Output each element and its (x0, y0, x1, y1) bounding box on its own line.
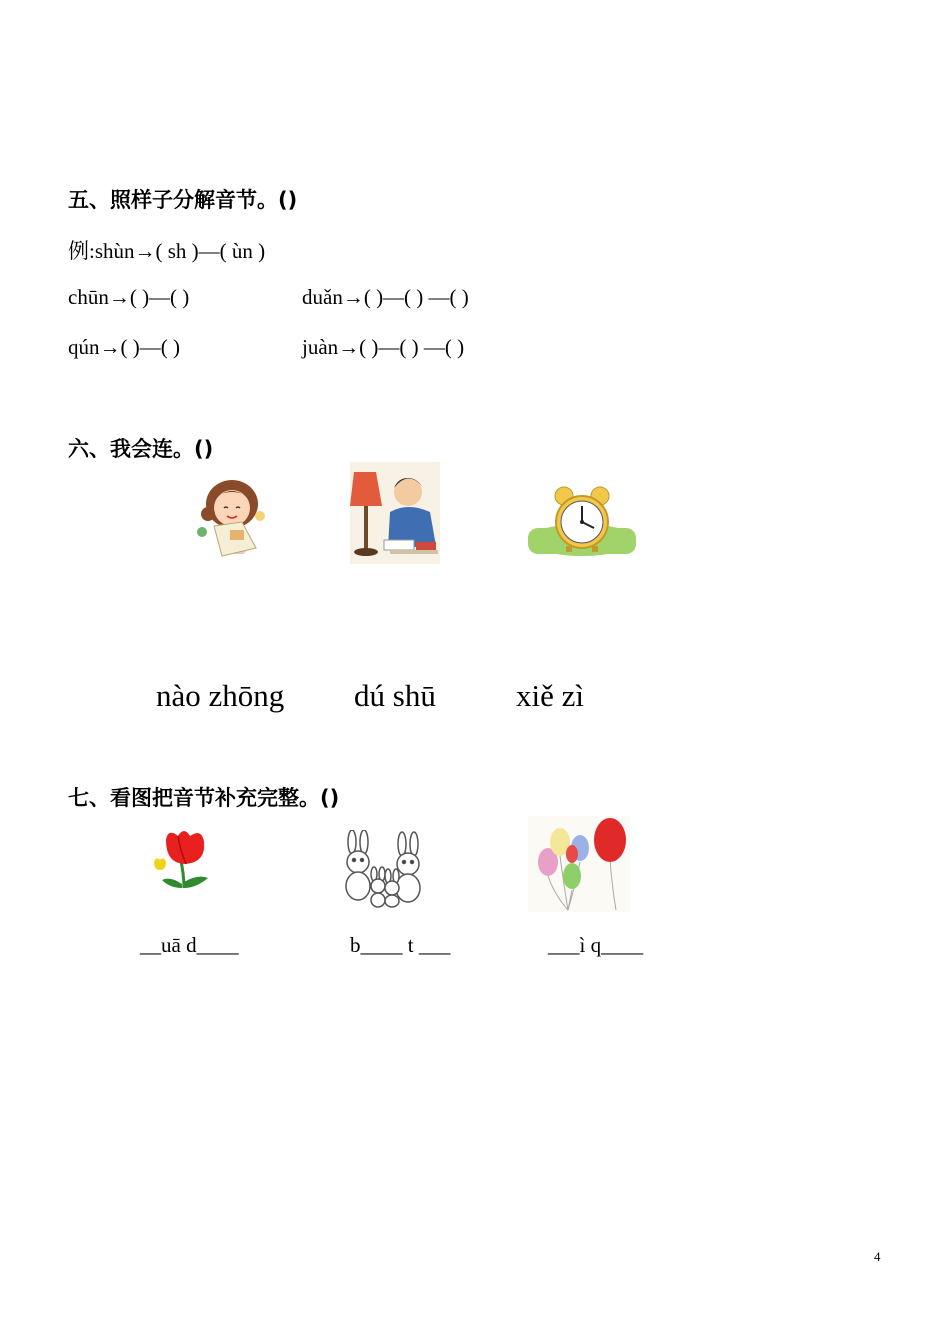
pinyin-du-shu: dú shū (354, 678, 436, 713)
page-number: 4 (874, 1249, 881, 1264)
section-5-example: 例:shùn→( sh )—( ùn ) (68, 239, 266, 263)
boy-writing-image (350, 462, 440, 564)
rabbits-image (340, 830, 426, 908)
section-5-row2-b: juàn→( )—( ) —( ) (302, 335, 465, 359)
section-5-row2-a: qún→( )—( ) (68, 335, 180, 359)
pinyin-xie-zi: xiě zì (516, 678, 584, 713)
girl-reading-image (194, 470, 276, 558)
pinyin-nao-zhong: nào zhōng (156, 678, 285, 713)
alarm-clock-image (528, 482, 636, 558)
balloons-image (528, 816, 630, 912)
blank-hua-duo[interactable]: __uā d____ (140, 933, 239, 957)
section-6-title: 六、我会连。() (68, 437, 214, 461)
blank-qi-qiu[interactable]: ___ì q____ (548, 933, 644, 957)
tulip-flower-image (150, 826, 214, 892)
section-5-title: 五、照样子分解音节。() (68, 188, 298, 212)
section-5-row1-a: chūn→( )—( ) (68, 285, 190, 309)
section-5-row1-b: duǎn→( )—( ) —( ) (302, 285, 469, 309)
section-7-title: 七、看图把音节补充完整。() (68, 786, 340, 810)
blank-bai-tu[interactable]: b____ t ___ (350, 933, 451, 957)
